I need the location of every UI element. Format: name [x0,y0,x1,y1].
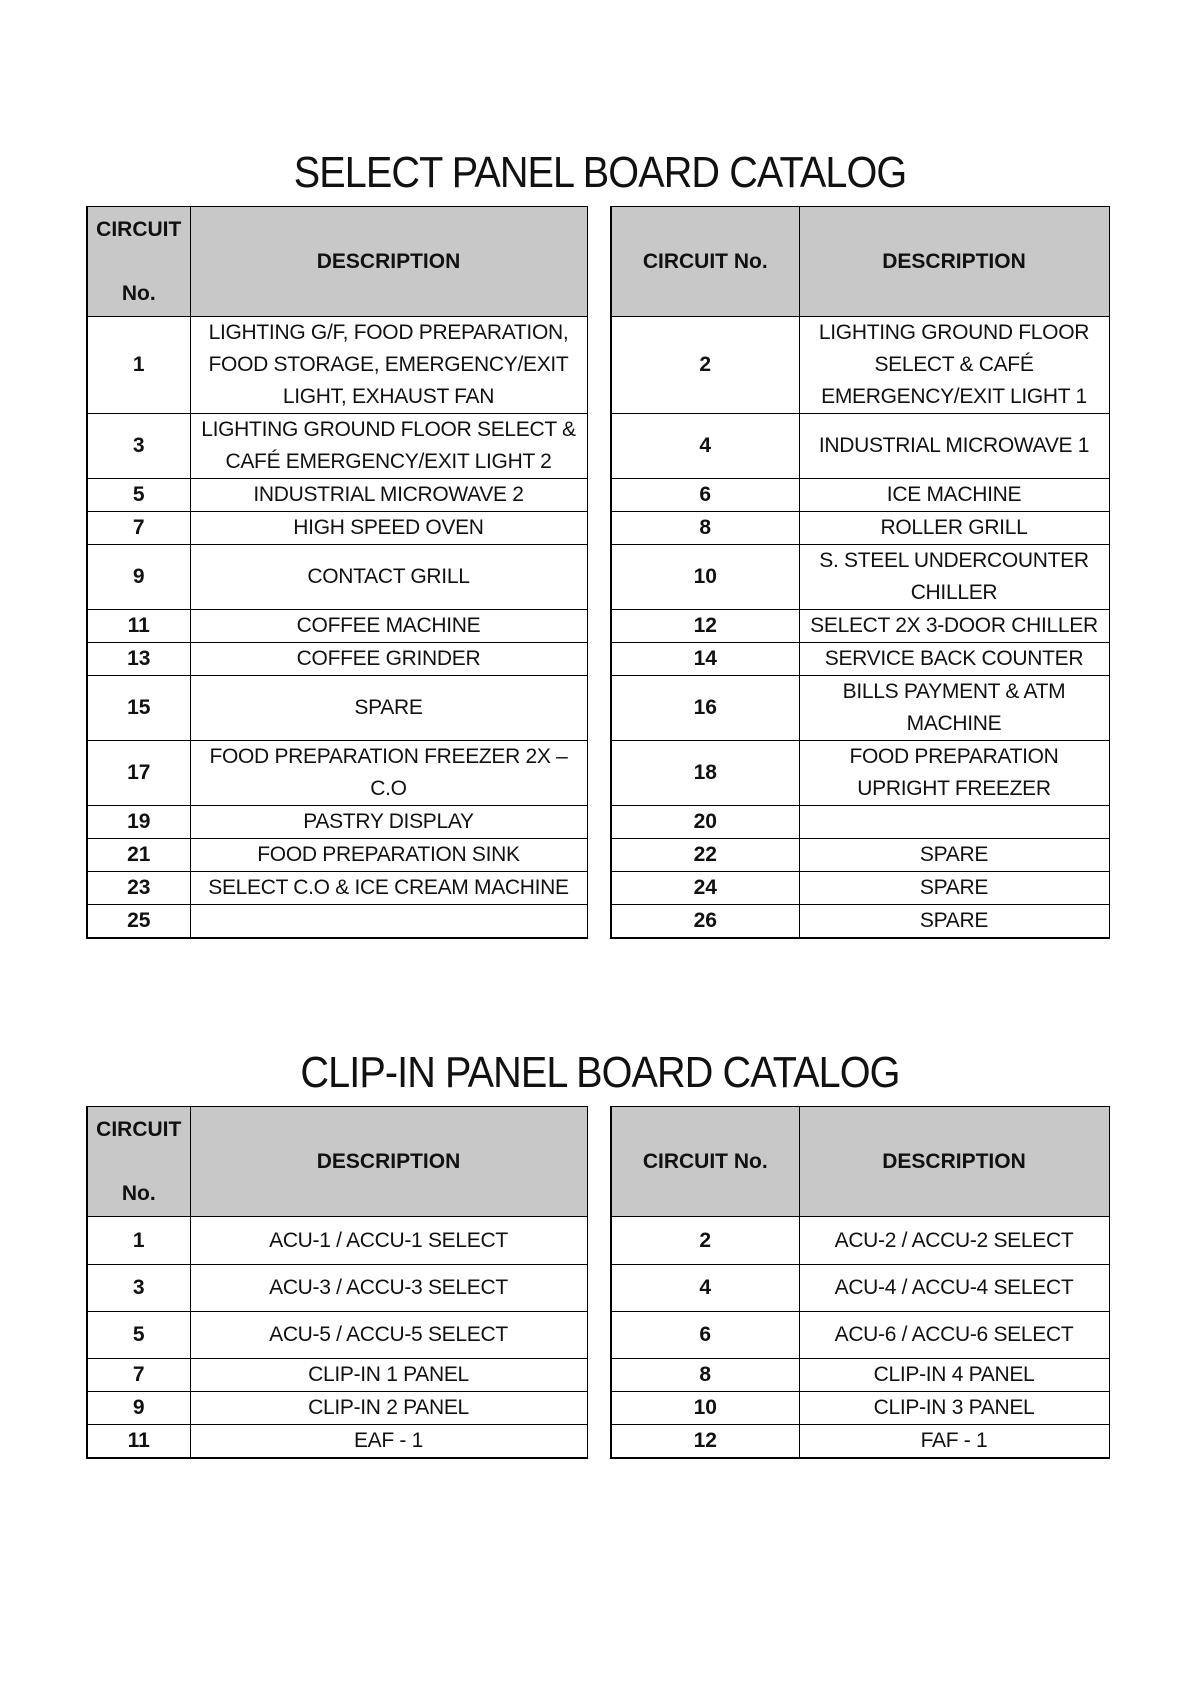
table-row [611,1425,1109,1459]
table-row [611,512,1109,545]
select-catalog-title: SELECT PANEL BOARD CATALOG [293,148,907,197]
circuit-number: 5 [87,479,190,512]
circuit-number: 3 [87,414,190,479]
table-row [87,610,587,643]
circuit-description: ICE MACHINE [799,479,1109,512]
circuit-number: 6 [611,479,799,512]
circuit-number: 16 [611,676,799,741]
circuit-number: 10 [611,545,799,610]
circuit-description: EAF - 1 [190,1425,587,1459]
table-row [87,1265,587,1312]
table-row [87,1392,587,1425]
circuit-number: 5 [87,1312,190,1359]
circuit-header: CIRCUIT No. [87,1107,190,1217]
select-right-table [610,206,1110,939]
table-row [611,1312,1109,1359]
circuit-number: 20 [611,806,799,839]
table-row [87,1359,587,1392]
circuit-description: SPARE [799,839,1109,872]
circuit-number: 25 [87,905,190,939]
circuit-number: 1 [87,1217,190,1265]
table-row [611,610,1109,643]
circuit-number: 12 [611,610,799,643]
circuit-number: 2 [611,317,799,414]
circuit-description: LIGHTING GROUND FLOOR SELECT & CAFÉ EMERGENCY/EXIT LIGHT 2 [190,414,587,479]
circuit-header: CIRCUIT No. [611,1107,799,1217]
table-row [87,806,587,839]
circuit-description: ACU-1 / ACCU-1 SELECT [190,1217,587,1265]
table-header-row [611,1107,1109,1217]
circuit-number: 9 [87,545,190,610]
circuit-number: 19 [87,806,190,839]
table-row [87,414,587,479]
table-header-row [611,207,1109,317]
table-row [611,741,1109,806]
circuit-number: 11 [87,1425,190,1459]
table-row [87,905,587,939]
circuit-description: BILLS PAYMENT & ATM MACHINE [799,676,1109,741]
table-row [87,872,587,905]
table-row [611,806,1109,839]
circuit-description: FOOD PREPARATION UPRIGHT FREEZER [799,741,1109,806]
circuit-number: 8 [611,512,799,545]
circuit-description: ACU-4 / ACCU-4 SELECT [799,1265,1109,1312]
table-row [611,676,1109,741]
circuit-number: 14 [611,643,799,676]
circuit-description: PASTRY DISPLAY [190,806,587,839]
table-header-row [87,1107,587,1217]
circuit-description: SERVICE BACK COUNTER [799,643,1109,676]
clipin-right-table [610,1106,1110,1459]
circuit-description: LIGHTING G/F, FOOD PREPARATION, FOOD STORAGE, EMERGENCY/EXIT LIGHT, EXHAUST FAN [190,317,587,414]
circuit-number: 13 [87,643,190,676]
circuit-number: 10 [611,1392,799,1425]
circuit-number: 9 [87,1392,190,1425]
circuit-number: 12 [611,1425,799,1459]
circuit-number: 17 [87,741,190,806]
table-row [611,1265,1109,1312]
table-row [87,1217,587,1265]
table-row [611,872,1109,905]
circuit-description: ACU-3 / ACCU-3 SELECT [190,1265,587,1312]
table-row [87,479,587,512]
circuit-number: 21 [87,839,190,872]
table-header-row [87,207,587,317]
circuit-description: ROLLER GRILL [799,512,1109,545]
circuit-description: SELECT 2X 3-DOOR CHILLER [799,610,1109,643]
table-row [611,839,1109,872]
table-row [87,741,587,806]
circuit-number: 7 [87,1359,190,1392]
table-row [87,317,587,414]
table-row [611,905,1109,939]
circuit-header: CIRCUIT No. [87,207,190,317]
table-row [87,839,587,872]
table-row [611,643,1109,676]
table-row [87,512,587,545]
table-row [87,676,587,741]
circuit-description: COFFEE MACHINE [190,610,587,643]
clipin-catalog-title: CLIP-IN PANEL BOARD CATALOG [300,1048,900,1097]
circuit-description: ACU-6 / ACCU-6 SELECT [799,1312,1109,1359]
circuit-description: CLIP-IN 2 PANEL [190,1392,587,1425]
circuit-number: 23 [87,872,190,905]
circuit-description: CLIP-IN 4 PANEL [799,1359,1109,1392]
circuit-description: FOOD PREPARATION FREEZER 2X – C.O [190,741,587,806]
table-row [611,479,1109,512]
circuit-number: 3 [87,1265,190,1312]
circuit-description: INDUSTRIAL MICROWAVE 2 [190,479,587,512]
table-row [611,545,1109,610]
circuit-description: SPARE [799,905,1109,939]
table-row [611,1392,1109,1425]
circuit-number: 4 [611,1265,799,1312]
circuit-header: CIRCUIT No. [611,207,799,317]
table-row [87,1425,587,1459]
circuit-description: LIGHTING GROUND FLOOR SELECT & CAFÉ EMERGENCY/EXIT LIGHT 1 [799,317,1109,414]
circuit-number: 15 [87,676,190,741]
circuit-description: FAF - 1 [799,1425,1109,1459]
circuit-number: 22 [611,839,799,872]
select-left-table [86,206,588,939]
circuit-number: 8 [611,1359,799,1392]
circuit-description: SPARE [799,872,1109,905]
circuit-number: 18 [611,741,799,806]
circuit-description: INDUSTRIAL MICROWAVE 1 [799,414,1109,479]
table-row [611,414,1109,479]
circuit-description: CLIP-IN 1 PANEL [190,1359,587,1392]
circuit-number: 1 [87,317,190,414]
circuit-description: CONTACT GRILL [190,545,587,610]
clipin-left-table [86,1106,588,1459]
circuit-description: ACU-2 / ACCU-2 SELECT [799,1217,1109,1265]
circuit-description [799,806,1109,839]
circuit-description: SELECT C.O & ICE CREAM MACHINE [190,872,587,905]
circuit-description: COFFEE GRINDER [190,643,587,676]
circuit-number: 4 [611,414,799,479]
description-header: DESCRIPTION [799,207,1109,317]
circuit-description: FOOD PREPARATION SINK [190,839,587,872]
circuit-number: 11 [87,610,190,643]
circuit-description: HIGH SPEED OVEN [190,512,587,545]
circuit-number: 6 [611,1312,799,1359]
circuit-description: CLIP-IN 3 PANEL [799,1392,1109,1425]
table-row [611,317,1109,414]
description-header: DESCRIPTION [190,1107,587,1217]
circuit-description [190,905,587,939]
description-header: DESCRIPTION [799,1107,1109,1217]
table-row [611,1217,1109,1265]
circuit-number: 26 [611,905,799,939]
circuit-number: 2 [611,1217,799,1265]
description-header: DESCRIPTION [190,207,587,317]
circuit-number: 24 [611,872,799,905]
table-row [87,1312,587,1359]
table-row [87,545,587,610]
circuit-description: S. STEEL UNDERCOUNTER CHILLER [799,545,1109,610]
table-row [87,643,587,676]
circuit-number: 7 [87,512,190,545]
table-row [611,1359,1109,1392]
circuit-description: ACU-5 / ACCU-5 SELECT [190,1312,587,1359]
circuit-description: SPARE [190,676,587,741]
